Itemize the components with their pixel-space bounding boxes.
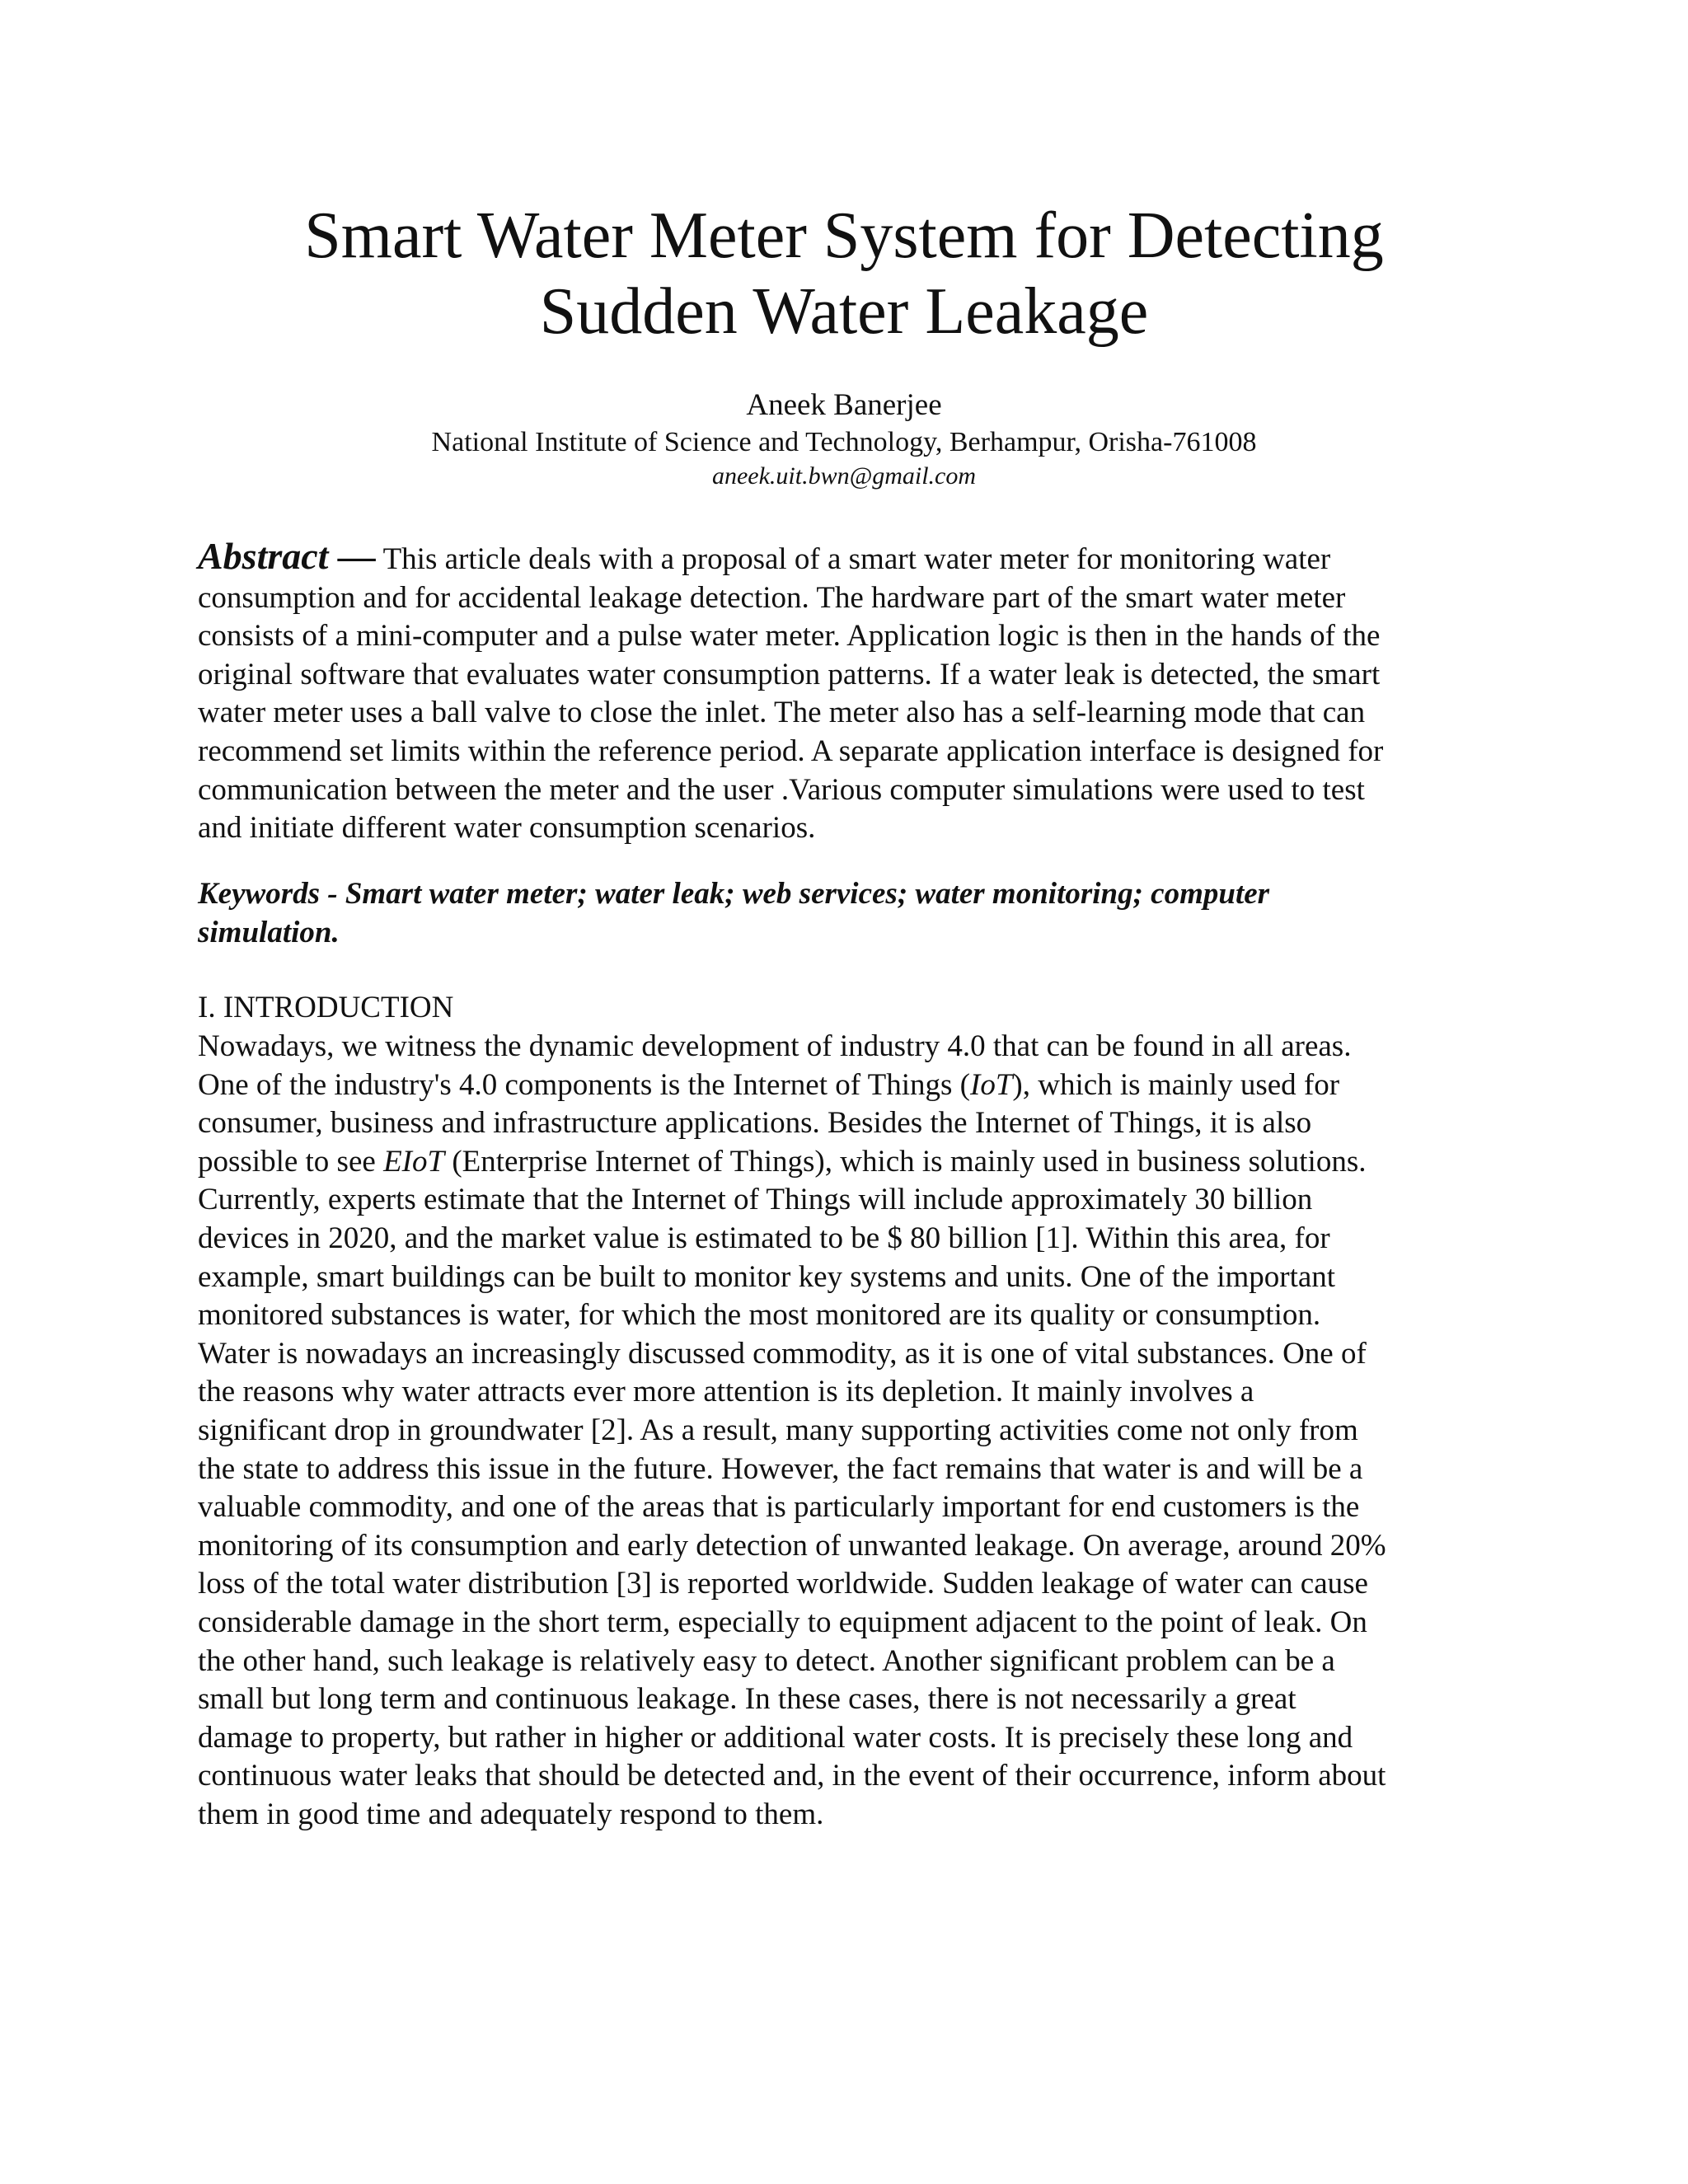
abstract-line: consists of a mini-computer and a pulse water meter. Application logic is then in the hands of the xyxy=(198,619,1381,654)
intro-line: consumer, business and infrastructure applications. Besides the Internet of Things, it is also xyxy=(198,1106,1312,1141)
keywords-line: simulation. xyxy=(198,915,340,949)
intro-line: Currently, experts estimate that the Internet of Things will include approximately 30 billion xyxy=(198,1183,1313,1217)
abstract-line: communication between the meter and the user .Various computer simulations were used to test xyxy=(198,772,1365,807)
intro-line: the state to address this issue in the future. However, the fact remains that water is and will be a xyxy=(198,1451,1363,1486)
author-email: aneek.uit.bwn@gmail.com xyxy=(711,462,977,490)
intro-line: devices in 2020, and the market value is estimated to be $ 80 billion [1]. Within this area, for xyxy=(198,1221,1330,1255)
intro-line: continuous water leaks that should be detected and, in the event of their occurrence, inform about xyxy=(198,1759,1386,1793)
abstract xyxy=(198,537,1492,848)
abstract-line: and initiate different water consumption scenarios. xyxy=(198,811,816,846)
author-affiliation: National Institute of Science and Technology, Berhampur, Orisha-761008 xyxy=(431,427,1257,457)
intro-text: (Enterprise Internet of Things), which is mainly used in business solutions. xyxy=(444,1144,1367,1179)
intro-line: the other hand, such leakage is relatively easy to detect. Another significant problem can be a xyxy=(198,1643,1335,1678)
intro-emphasis: IoT xyxy=(970,1067,1013,1102)
abstract-line xyxy=(198,537,1492,579)
abstract-line: consumption and for accidental leakage detection. The hardware part of the smart water meter xyxy=(198,580,1346,615)
intro-line: small but long term and continuous leakage. In these cases, there is not necessarily a great xyxy=(198,1682,1296,1717)
introduction-body xyxy=(198,1028,1492,1834)
intro-line: monitoring of its consumption and early detection of unwanted leakage. On average, around 20% xyxy=(198,1528,1386,1563)
keywords-line: Keywords - Smart water meter; water leak; web services; water monitoring; computer xyxy=(198,877,1270,911)
paper-title xyxy=(198,198,1490,349)
intro-line xyxy=(198,1143,1492,1182)
intro-line: the reasons why water attracts ever more attention is its depletion. It mainly involves a xyxy=(198,1375,1254,1409)
intro-line: damage to property, but rather in higher or additional water costs. It is precisely these long and xyxy=(198,1720,1353,1755)
intro-line: significant drop in groundwater [2]. As a result, many supporting activities come not only from xyxy=(198,1413,1358,1447)
intro-line: Nowadays, we witness the dynamic development of industry 4.0 that can be found in all areas. xyxy=(198,1029,1352,1063)
intro-line: example, smart buildings can be built to monitor key systems and units. One of the important xyxy=(198,1259,1336,1294)
intro-emphasis: EIoT xyxy=(383,1144,445,1179)
intro-line xyxy=(198,1066,1492,1105)
title-line-2: Sudden Water Leakage xyxy=(539,275,1149,348)
intro-line: monitored substances is water, for which the most monitored are its quality or consumption. xyxy=(198,1298,1321,1333)
section-heading-introduction: I. INTRODUCTION xyxy=(198,991,454,1024)
intro-text: possible to see xyxy=(198,1144,384,1179)
intro-line: Water is nowadays an increasingly discussed commodity, as it is one of vital substances. One of xyxy=(198,1336,1367,1371)
intro-text: One of the industry's 4.0 components is the Internet of Things ( xyxy=(198,1067,970,1102)
keywords xyxy=(198,875,1492,952)
abstract-line: recommend set limits within the reference period. A separate application interface is designed for xyxy=(198,733,1384,768)
abstract-heading: Abstract — xyxy=(198,535,376,577)
intro-line: valuable commodity, and one of the areas that is particularly important for end customers is the xyxy=(198,1490,1360,1525)
intro-line: them in good time and adequately respond to them. xyxy=(198,1797,824,1831)
author-name: Aneek Banerjee xyxy=(746,388,942,422)
intro-line: loss of the total water distribution [3] is reported worldwide. Sudden leakage of water can cause xyxy=(198,1567,1368,1601)
title-line-1: Smart Water Meter System for Detecting xyxy=(304,199,1384,272)
abstract-line: original software that evaluates water consumption patterns. If a water leak is detected, the smart xyxy=(198,657,1381,691)
abstract-text: This article deals with a proposal of a smart water meter for monitoring water xyxy=(382,542,1331,576)
intro-line: considerable damage in the short term, especially to equipment adjacent to the point of leak. On xyxy=(198,1605,1367,1639)
intro-text: ), which is mainly used for xyxy=(1012,1067,1340,1102)
abstract-line: water meter uses a ball valve to close the inlet. The meter also has a self-learning mode that can xyxy=(198,696,1366,730)
